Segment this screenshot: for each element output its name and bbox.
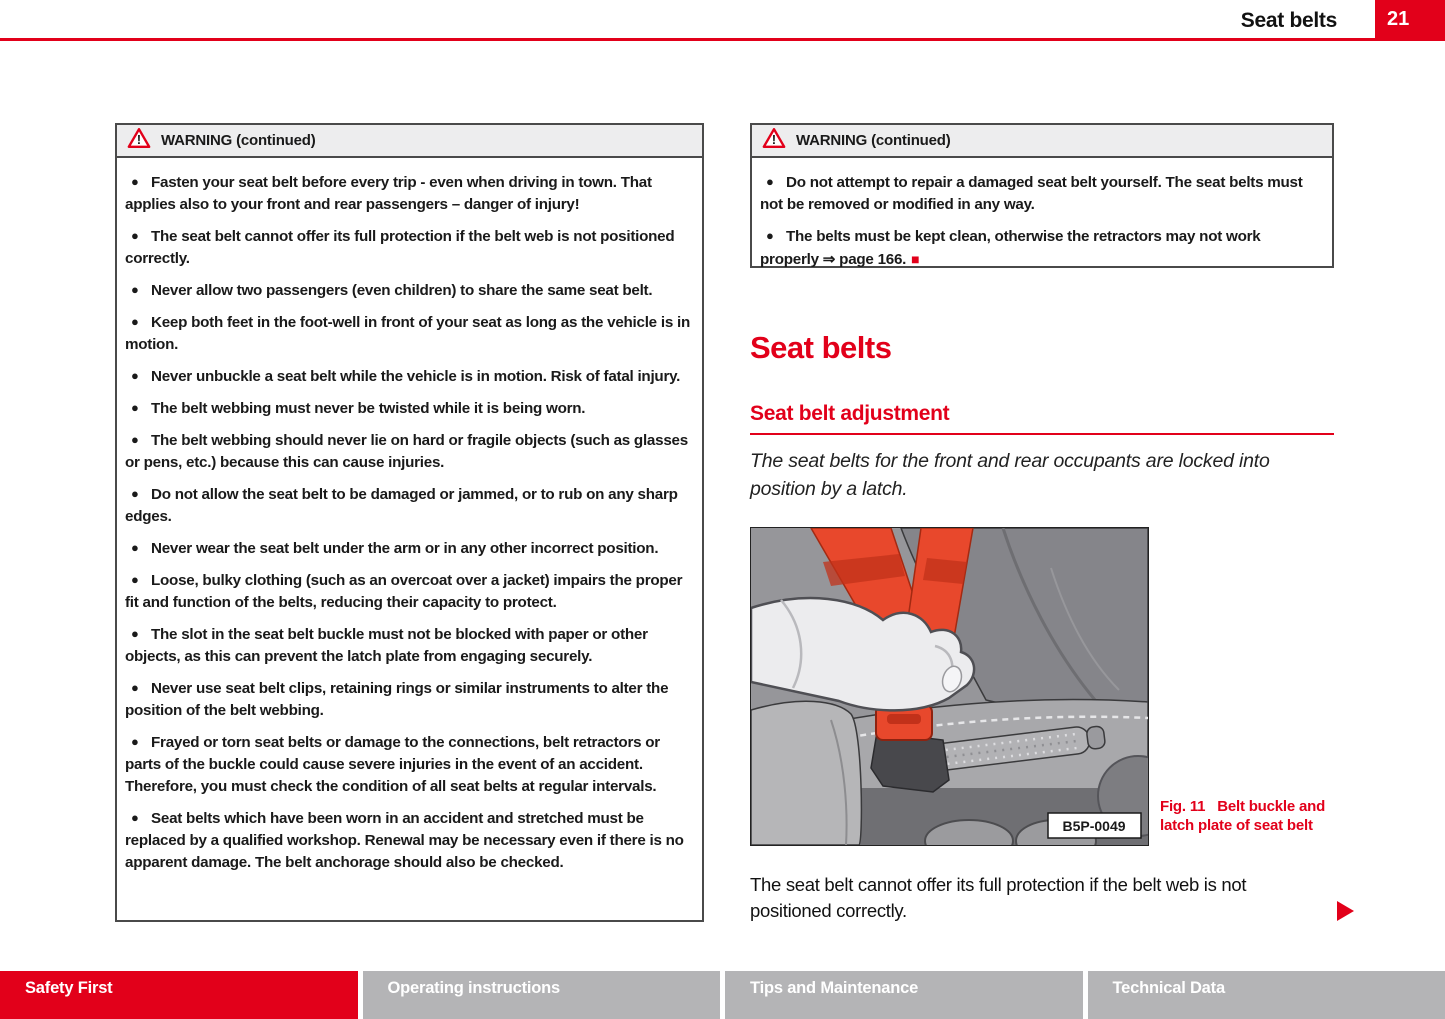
figure-illustration: [751, 528, 1148, 845]
bullet-icon: ●: [131, 314, 139, 329]
lead-paragraph: The seat belts for the front and rear occupants are locked into position by a latch.: [750, 450, 1270, 500]
footer-tab-safety-first: Safety First: [0, 971, 358, 1019]
warning-item-text: Loose, bulky clothing (such as an overcoat over a jacket) impairs the proper fit and function of the belts, reducing their capacity to protect.: [125, 572, 683, 611]
bullet-icon: ●: [131, 400, 139, 415]
section-heading: Seat belts: [750, 330, 892, 365]
warning-item-text: The slot in the seat belt buckle must not be blocked with paper or other objects, as this can prevent the latch plate from engaging securely.: [125, 626, 648, 665]
bullet-icon: ●: [131, 486, 139, 501]
bullet-icon: ●: [766, 228, 774, 243]
bullet-icon: ●: [131, 174, 139, 189]
warning-box-left: [115, 123, 704, 922]
figure-caption-text: Belt buckle and latch plate of seat belt: [1160, 798, 1326, 834]
warning-item-text: Never allow two passengers (even children) to share the same seat belt.: [151, 282, 653, 299]
warning-item: [125, 365, 692, 388]
footer-tab-tips-and-maintenance: Tips and Maintenance: [725, 971, 1083, 1019]
body-paragraph: The seat belt cannot offer its full protection if the belt web is not positioned correctly.: [750, 874, 1247, 921]
warning-item: [125, 623, 692, 668]
svg-text:!: !: [136, 133, 142, 147]
bullet-icon: ●: [131, 432, 139, 447]
warning-header: [117, 125, 702, 158]
footer-tab-operating-instructions: Operating instructions: [363, 971, 721, 1019]
bullet-icon: ●: [131, 368, 139, 383]
warning-item-text: The seat belt cannot offer its full protection if the belt web is not positioned correctly.: [125, 228, 675, 267]
warning-item: [125, 225, 692, 270]
warning-item: [125, 483, 692, 528]
warning-item-text: The belt webbing should never lie on hard or fragile objects (such as glasses or pens, etc.) because this can cause injuries.: [125, 432, 688, 471]
warning-item: [125, 171, 692, 216]
warning-item: [760, 171, 1322, 216]
warning-header: [752, 125, 1332, 158]
warning-item-text: The belts must be kept clean, otherwise the retractors may not work properly ⇒ page 166.: [760, 228, 1261, 268]
warning-triangle-icon: [762, 127, 786, 154]
warning-title: WARNING (continued): [161, 132, 316, 149]
header-rule: [0, 38, 1445, 41]
figure-caption-number: Fig. 11: [1160, 798, 1206, 815]
footer-bar: [0, 971, 1445, 1019]
warning-item: [125, 279, 692, 302]
bullet-icon: ●: [131, 282, 139, 297]
svg-text:!: !: [771, 133, 777, 147]
warning-item: [125, 677, 692, 722]
warning-item-text: Keep both feet in the foot-well in front of your seat as long as the vehicle is in motion.: [125, 314, 690, 353]
warning-item-text: Never wear the seat belt under the arm or in any other incorrect position.: [151, 540, 659, 557]
bullet-icon: ●: [131, 540, 139, 555]
page-number-badge: [1375, 0, 1445, 41]
section-end-marker: ■: [911, 251, 920, 267]
warning-item-text: Never unbuckle a seat belt while the vehicle is in motion. Risk of fatal injury.: [151, 368, 681, 385]
warning-item: [125, 569, 692, 614]
warning-item: [125, 537, 692, 560]
page-number: 21: [1387, 8, 1410, 30]
bullet-icon: ●: [131, 626, 139, 641]
warning-item: [125, 731, 692, 798]
warning-item: [125, 397, 692, 420]
warning-body: [752, 158, 1332, 286]
page-title: Seat belts: [1240, 9, 1337, 32]
warning-item: [760, 225, 1322, 271]
bullet-icon: ●: [131, 572, 139, 587]
bullet-icon: ●: [131, 810, 139, 825]
warning-item: [125, 311, 692, 356]
warning-box-right: [750, 123, 1334, 268]
warning-item-text: Never use seat belt clips, retaining rings or similar instruments to alter the position of the belt webbing.: [125, 680, 669, 719]
warning-title: WARNING (continued): [796, 132, 951, 149]
warning-item-text: The belt webbing must never be twisted while it is being worn.: [151, 400, 586, 417]
warning-item-text: Do not attempt to repair a damaged seat belt yourself. The seat belts must not be removed or modified in any way.: [760, 174, 1303, 213]
warning-item: [125, 429, 692, 474]
bullet-icon: ●: [131, 680, 139, 695]
warning-item: [125, 807, 692, 874]
footer-tab-technical-data: Technical Data: [1088, 971, 1445, 1019]
warning-body: [117, 158, 702, 889]
warning-item-text: Seat belts which have been worn in an accident and stretched must be replaced by a qualified workshop. Renewal may be necessary even if there is no apparent damage. The belt anchorage should also be checked.: [125, 810, 684, 871]
figure-label: B5P-0049: [1062, 818, 1126, 834]
bullet-icon: ●: [131, 228, 139, 243]
section-subheading: Seat belt adjustment: [750, 402, 1334, 435]
warning-triangle-icon: [127, 127, 151, 154]
figure-caption: [1160, 797, 1342, 835]
warning-item-text: Fasten your seat belt before every trip - even when driving in town. That applies also to your front and rear passengers – danger of injury!: [125, 174, 652, 213]
continuation-arrow-icon: [1337, 901, 1354, 921]
bullet-icon: ●: [131, 734, 139, 749]
warning-item-text: Frayed or torn seat belts or damage to the connections, belt retractors or parts of the buckle could cause severe injuries in the event of an accident. Therefore, you must check the condition of all seat belts at regular intervals.: [125, 734, 660, 795]
bullet-icon: ●: [766, 174, 774, 189]
warning-item-text: Do not allow the seat belt to be damaged or jammed, or to rub on any sharp edges.: [125, 486, 678, 525]
figure-belt-buckle: [750, 527, 1149, 846]
